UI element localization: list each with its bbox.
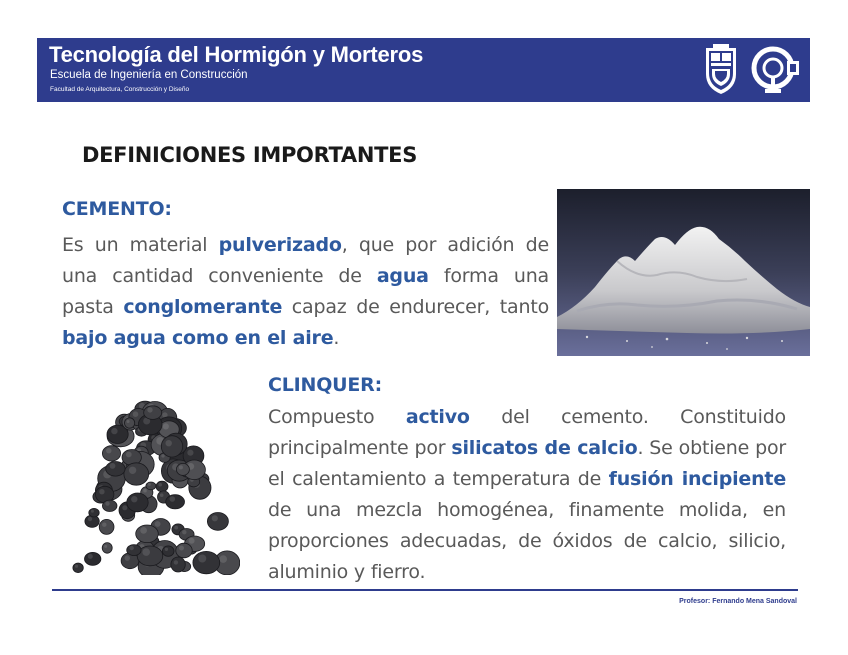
clinker-stone-highlight <box>155 521 161 527</box>
text-run: Es un material <box>62 234 219 256</box>
clinker-stone <box>102 446 120 461</box>
clinker-stone-highlight <box>105 501 109 505</box>
clinker-stone-highlight <box>106 448 111 453</box>
cemento-definition <box>62 230 549 354</box>
university-shield-logo <box>704 44 738 96</box>
clinker-stone-highlight <box>130 546 134 550</box>
clinker-stone-highlight <box>102 523 106 527</box>
text-run: del cemento. Constituido principalmente por <box>268 406 786 459</box>
clinker-pellets-image <box>60 388 240 575</box>
clinker-stone <box>161 436 182 457</box>
clinker-stone-highlight <box>125 555 130 560</box>
clinker-stone-highlight <box>174 526 178 530</box>
highlighted-term: agua <box>376 265 429 287</box>
clinker-stone <box>102 543 112 554</box>
clinker-stone-highlight <box>88 517 92 521</box>
highlighted-term: pulverizado <box>218 234 342 256</box>
text-run: . Se obtiene por el calentamiento a temperatura de <box>268 437 786 490</box>
header-banner <box>37 38 810 102</box>
clinker-stone-highlight <box>219 555 227 563</box>
clinker-stone-highlight <box>91 510 94 513</box>
clinker-stone-highlight <box>140 527 147 534</box>
clinker-stone <box>176 463 189 475</box>
course-title: Tecnología del Hormigón y Morteros <box>49 42 424 67</box>
clinker-stone <box>146 482 156 490</box>
clinquer-heading: CLINQUER: <box>268 374 383 396</box>
clinker-stone-highlight <box>104 545 107 548</box>
clinker-stone <box>207 513 228 531</box>
text-run: Compuesto <box>268 406 406 428</box>
clinker-stone <box>171 557 185 572</box>
text-run: forma una pasta <box>62 265 549 318</box>
clinker-stone <box>156 481 168 492</box>
footer-divider <box>52 589 798 591</box>
clinker-stone-highlight <box>110 463 116 469</box>
text-run: de una mezcla homogénea, finamente molida, en proporciones adecuadas, de óxidos de calcio, silicio, aluminio y fierro. <box>268 499 786 583</box>
highlighted-term: activo <box>405 406 470 428</box>
clinker-stone-highlight <box>111 428 117 434</box>
professor-credit: Profesor: Fernando Mena Sandoval <box>679 598 797 605</box>
school-name: Escuela de Ingeniería en Construcción <box>50 69 248 81</box>
school-ring-logo <box>751 44 801 96</box>
highlighted-term: bajo agua como en el aire <box>62 327 334 349</box>
clinker-stone-highlight <box>143 489 147 493</box>
cemento-heading: CEMENTO: <box>62 198 172 220</box>
clinker-stone-highlight <box>142 548 150 556</box>
slide-title: DEFINICIONES IMPORTANTES <box>82 143 418 167</box>
clinker-stone-highlight <box>147 407 152 412</box>
clinker-stone-highlight <box>88 554 93 559</box>
clinker-stone-highlight <box>179 465 183 469</box>
clinker-stone-highlight <box>129 467 136 474</box>
clinker-stone-highlight <box>165 548 168 551</box>
clinker-stone-highlight <box>133 411 139 417</box>
clinquer-definition <box>268 402 786 588</box>
clinker-stone-highlight <box>198 555 206 563</box>
faculty-name: Facultad de Arquitectura, Construcción y Diseño <box>50 86 190 93</box>
clinker-stone <box>89 508 99 517</box>
clinker-stone-highlight <box>122 505 127 510</box>
text-run: . <box>333 327 340 349</box>
clinker-stone-highlight <box>179 546 184 551</box>
clinker-stone-highlight <box>212 515 218 521</box>
clinker-stone-highlight <box>163 423 169 429</box>
clinker-stone <box>102 500 117 511</box>
clinker-stone <box>127 493 148 512</box>
clinker-stone-highlight <box>75 565 78 568</box>
clinker-stone-highlight <box>148 483 151 486</box>
clinker-stone <box>144 406 162 420</box>
clinker-stone-highlight <box>158 483 162 487</box>
clinker-stone <box>73 563 83 573</box>
clinker-stone-highlight <box>127 420 130 423</box>
clinker-stone-highlight <box>161 454 164 457</box>
clinker-stone-highlight <box>160 493 164 497</box>
clinker-stone <box>124 463 149 485</box>
clinker-stone-highlight <box>126 452 132 458</box>
clinker-stone <box>136 525 159 543</box>
cement-powder-image <box>557 189 810 356</box>
clinker-stone-highlight <box>174 560 178 564</box>
clinker-stone-highlight <box>170 496 176 502</box>
clinker-stone <box>127 545 141 556</box>
clinker-stone <box>193 551 220 573</box>
clinker-stone-highlight <box>182 530 186 534</box>
clinker-stone-highlight <box>187 450 193 456</box>
text-run: capaz de endurecer, tanto <box>282 296 549 318</box>
clinker-stone <box>99 519 114 534</box>
clinker-stone <box>85 552 101 565</box>
highlighted-term: fusión incipiente <box>608 468 786 490</box>
clinker-stone <box>176 543 192 558</box>
clinker-stone <box>166 495 185 509</box>
clinker-stone <box>125 418 135 428</box>
text-run: , que por adición de una cantidad conveniente de <box>62 234 549 287</box>
highlighted-term: silicatos de calcio <box>451 437 638 459</box>
clinker-stone-highlight <box>99 489 104 494</box>
clinker-stone <box>162 546 174 556</box>
clinker-stone-highlight <box>131 496 137 502</box>
clinker-stone-highlight <box>189 538 195 544</box>
clinker-stone-highlight <box>166 440 172 446</box>
highlighted-term: conglomerante <box>123 296 283 318</box>
clinker-stone <box>106 462 125 477</box>
